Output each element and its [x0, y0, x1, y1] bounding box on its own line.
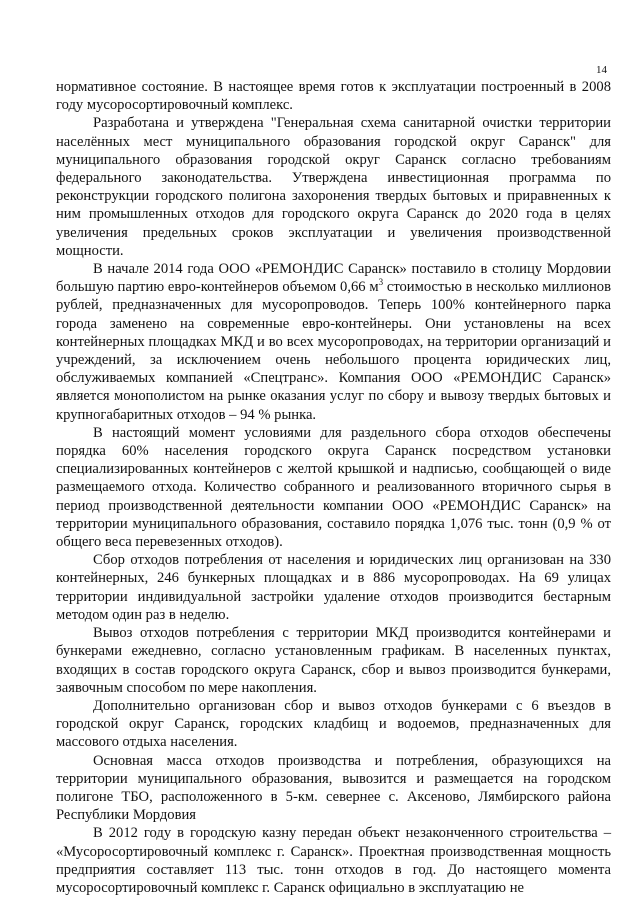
paragraph-1: нормативное состояние. В настоящее время готов к эксплуатации построенный в 2008 году мусоросортировочный комплекс.	[56, 79, 611, 114]
paragraph-3-start: В начале 2014 года ООО «РЕМОНДИС Саранск» поставило в столицу Мордовии большую партию евро-контейнеров объемом 0,66 м	[56, 261, 611, 296]
paragraph-9: В 2012 году в городскую казну передан объект незаконченного строительства – «Мусоросортировочный комплекс г. Саранск». Проектная производственная мощность предприятия составляет 113 тыс. тонн отходов в год. До настоящего момента мусоросортировочный комплекс г. Саранск официально в эксплуатацию не	[56, 825, 611, 896]
paragraph-6: Вывоз отходов потребления с территории МКД производится контейнерами и бункерами ежедневно, согласно установленным графикам. В населенных пунктах, входящих в состав городского округа Саранск, сбор и вывоз производится бункерами, заявочным способом по мере накопления.	[56, 625, 611, 696]
page-number: 14	[596, 64, 607, 76]
paragraph-3-rest: стоимостью в несколько миллионов рублей, предназначенных для мусоропроводов. Теперь 100% контейнерного парка города заменено на современные евро-контейнеры. Они установлены на всех контейнерных площадках МКД и во всех мусоропроводах, на территории организаций и учреждений, за исключением очень небольшого процента юридических лиц, обслуживаемых компанией «Спецтранс». Компания ООО «РЕМОНДИС Саранск» является монополистом на рынке оказания услуг по сбору и вывозу твердых бытовых и крупногабаритных отходов – 94 % рынка.	[56, 279, 611, 423]
paragraph-4: В настоящий момент условиями для раздельного сбора отходов обеспечены порядка 60% населения городского округа Саранск посредством установки специализированных контейнеров с желтой крышкой и надписью, сообщающей о виде размещаемого отхода. Количество собранного и реализованного вторичного сырья в период производственной деятельности компании ООО «РЕМОНДИС Саранск» на территории муниципального образования, составило порядка 1,076 тыс. тонн (0,9 % от общего веса перевезенных отходов).	[56, 424, 611, 551]
paragraph-8: Основная масса отходов производства и потребления, образующихся на территории муниципального образования, вывозится и размещается на городском полигоне ТБО, расположенного в 5-км. севернее с. Аксеново, Лямбирского района Республики Мордовия	[56, 752, 611, 824]
paragraph-5: Сбор отходов потребления от населения и юридических лиц организован на 330 контейнерных, 246 бункерных площадках и в 886 мусоропроводах. На 69 улицах территории индивидуальной застройки удаление отходов производится бестарным методом один раз в неделю.	[56, 552, 611, 623]
paragraph-7: Дополнительно организован сбор и вывоз отходов бункерами с 6 въездов в городской округ Саранск, городских кладбищ и водоемов, предназначенных для массового отдыха населения.	[56, 697, 611, 751]
document-body	[56, 78, 611, 897]
paragraph-3	[56, 260, 611, 424]
cubic-superscript: 3	[378, 277, 384, 288]
paragraph-2: Разработана и утверждена "Генеральная схема санитарной очистки территории населённых мест муниципального образования городской округ Саранск" для муниципального образования городской округ Саранск согласно требованиям федерального законодательства. Утверждена инвестиционная программа по реконструкции городского полигона захоронения твердых бытовых и приравненных к ним промышленных отходов для городского округа Саранск до 2020 года в целях увеличения предельных сроков эксплуатации и увеличения производственной мощности.	[56, 115, 611, 259]
